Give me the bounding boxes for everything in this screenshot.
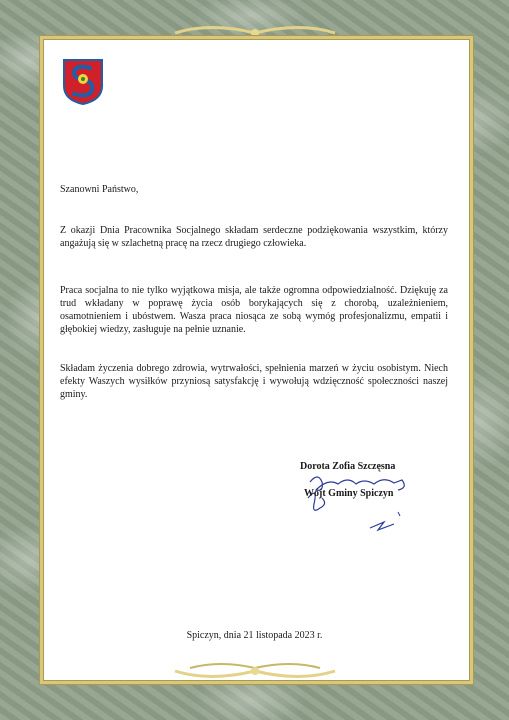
paper-sheet — [48, 44, 461, 674]
salutation: Szanowni Państwo, — [60, 184, 139, 195]
ornament-bottom-icon — [170, 660, 340, 682]
place-and-date: Spiczyn, dnia 21 listopada 2023 r. — [186, 630, 323, 641]
paragraph-social-work: Praca socjalna to nie tylko wyjątkowa misja, ale także ogromna odpowiedzialność. Dziękuję za trud wkładany w poprawę życia osób borykających się z chorobą, uzależnieniem, osamotnieniem i ubóstwem. Wasza praca niosąca ze sobą wymóg profesjonalizmu, empatii i głębokiej wiedzy, zasługuje na pełnie uznanie. — [60, 285, 448, 335]
signatory-title: Wójt Gminy Spiczyn — [304, 488, 394, 499]
signature-block — [300, 461, 450, 499]
paragraph-thanks: Z okazji Dnia Pracownika Socjalnego składam serdeczne podziękowania wszystkim, którzy angażują się w szlachetną pracę na rzecz drugiego człowieka. — [60, 225, 448, 249]
handwritten-signature-icon — [298, 468, 433, 538]
signatory-name: Dorota Zofia Szczęsna — [300, 461, 396, 472]
coat-of-arms-icon — [62, 58, 104, 106]
paragraph-wishes: Składam życzenia dobrego zdrowia, wytrwałości, spełnienia marzeń w życiu osobistym. Niech efekty Waszych wysiłków przyniosą satysfakcję i wywołują wdzięczność społeczności naszej gminy. — [60, 363, 448, 400]
